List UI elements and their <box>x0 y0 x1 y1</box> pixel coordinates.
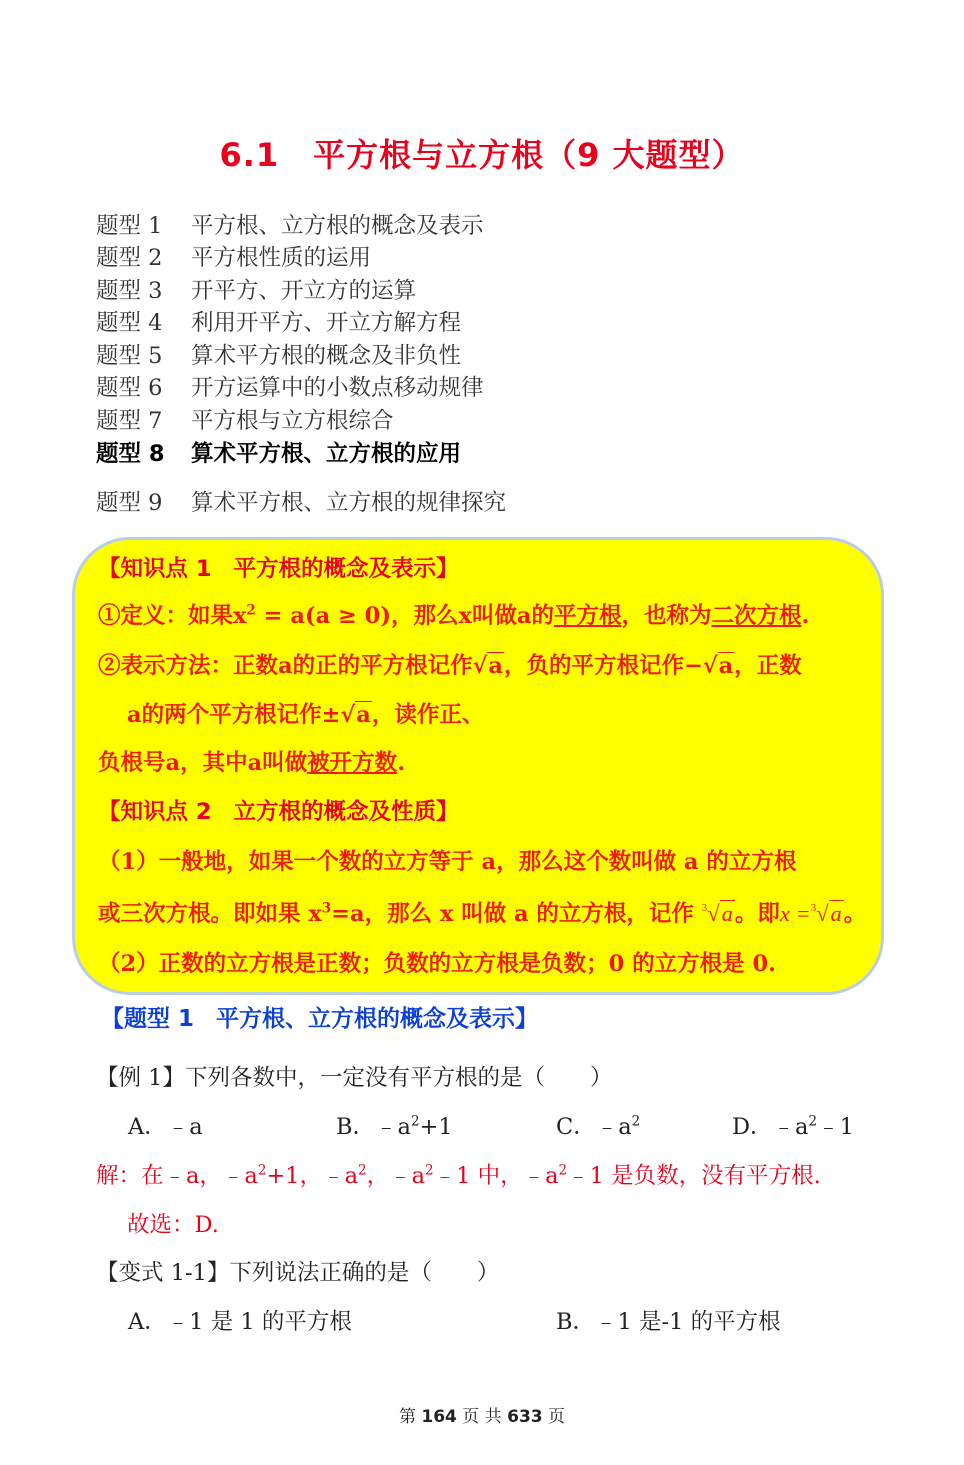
option-d: D．$﹣a^2﹣1$ <box>732 1113 854 1140</box>
toc-item: 题型 6 开方运算中的小数点移动规律 <box>96 375 484 401</box>
page-number: 第 164 页 共 633 页 <box>398 1407 566 1427</box>
knowledge-point-1-heading: 【知识点 1 平方根的概念及表示】 <box>98 556 459 582</box>
cube-root-line-1: （1）一般地，如果一个数的立方等于 a，那么这个数叫做 a 的立方根 <box>98 849 797 875</box>
variant-question: 【变式 1-1】下列说法正确的是（ ） <box>96 1260 500 1286</box>
definition-line: ①定义：如果$x^2 = a(a \ge 0)$，那么x叫做a的平方根，也称为二次方根. <box>98 602 810 629</box>
toc-item: 题型 5 算术平方根的概念及非负性 <box>96 343 462 369</box>
toc-item: 题型 8 算术平方根、立方根的应用 <box>96 441 462 467</box>
solution-text: 解：在﹣a，$﹣a^2+1$，$﹣a^2$，$﹣a^2﹣1$ 中，$﹣a^2﹣1$ 是负数，没有平方根. <box>96 1162 821 1189</box>
page-title <box>0 130 964 176</box>
toc-item: 题型 2 平方根性质的运用 <box>96 245 372 271</box>
sqrt-symbol: √a <box>702 653 734 679</box>
knowledge-point-2-heading: 【知识点 2 立方根的概念及性质】 <box>98 799 459 825</box>
representation-line-2: a的两个平方根记作±√a，读作正、 <box>127 702 485 728</box>
representation-line-1: ②表示方法：正数a的正的平方根记作√a，负的平方根记作−√a，正数 <box>98 653 802 679</box>
sqrt-symbol: √a <box>340 702 371 728</box>
variant-option-b: B．﹣1 是-1 的平方根 <box>556 1309 781 1335</box>
toc-item: 题型 9 算术平方根、立方根的规律探究 <box>96 490 507 516</box>
sqrt-symbol: √a <box>472 653 503 679</box>
toc-item: 题型 7 平方根与立方根综合 <box>96 408 394 434</box>
representation-line-3: 负根号a，其中a叫做被开方数. <box>98 750 406 776</box>
example-question: 【例 1】下列各数中，一定没有平方根的是（ ） <box>96 1065 613 1091</box>
toc-item: 题型 1 平方根、立方根的概念及表示 <box>96 213 484 239</box>
title-number: 6.1 <box>219 136 280 174</box>
title-text: 平方根与立方根（9 大题型） <box>313 136 745 174</box>
option-b: B．$﹣a^2+1$ <box>336 1113 453 1140</box>
toc-item: 题型 3 开平方、开立方的运算 <box>96 278 417 304</box>
variant-option-a: A．﹣1 是 1 的平方根 <box>128 1309 352 1335</box>
option-a: A．﹣a <box>128 1114 203 1140</box>
cube-root-line-2: 或三次方根。即如果 $x^3=a$，那么 x 叫做 a 的立方根，记作 $^3$√a。即x =$^3$√a。 <box>98 900 867 927</box>
option-c: C．$﹣a^2$ <box>556 1113 641 1140</box>
solution-answer: 故选：D. <box>127 1212 219 1238</box>
cube-root-symbol: $^3$√a <box>701 901 733 926</box>
cube-root-line-3: （2）正数的立方根是正数；负数的立方根是负数；0 的立方根是 0. <box>98 951 776 977</box>
section-heading: 【题型 1 平方根、立方根的概念及表示】 <box>101 1006 539 1032</box>
toc-item: 题型 4 利用开平方、开立方解方程 <box>96 310 462 336</box>
cube-root-symbol: $^3$√a <box>810 901 842 926</box>
